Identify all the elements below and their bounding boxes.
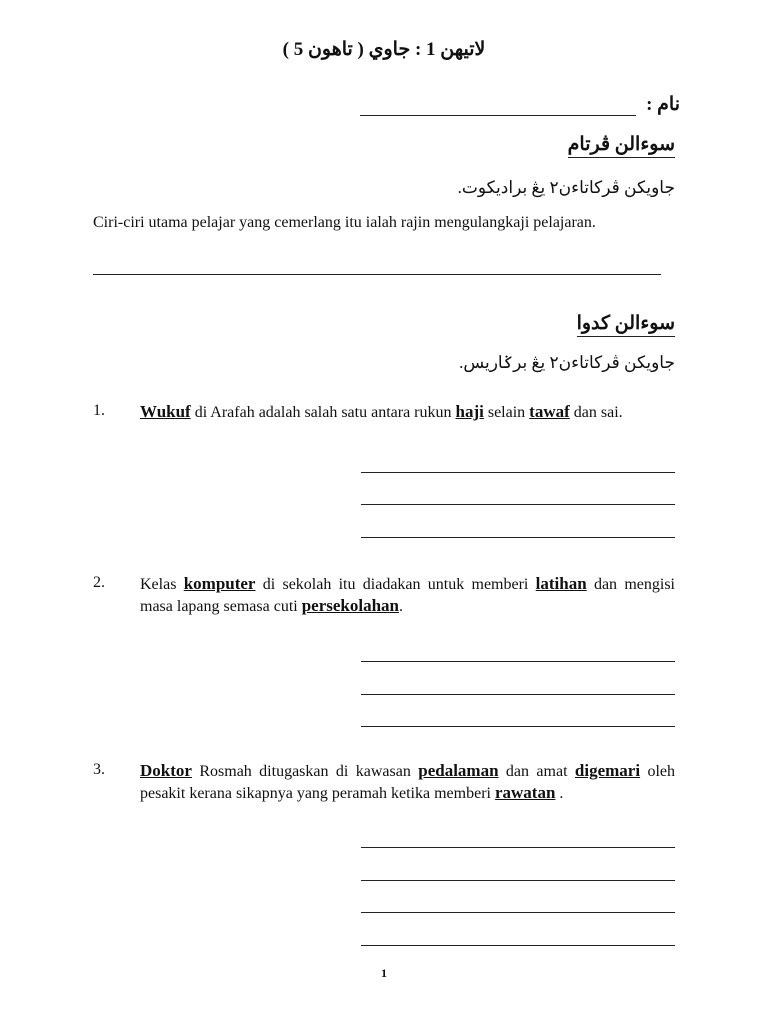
- question-2-keyword: persekolahan: [301, 596, 400, 615]
- question-1-answer-line-2[interactable]: [361, 488, 675, 505]
- question-1-answer-line-3[interactable]: [361, 521, 675, 538]
- question-2-keyword: latihan: [535, 574, 587, 593]
- question-3-keyword: digemari: [574, 761, 641, 780]
- name-label: نام :: [646, 94, 680, 115]
- name-input-line[interactable]: [360, 97, 636, 116]
- question-2-answer-line-1[interactable]: [361, 645, 675, 662]
- question-2-keyword: komputer: [183, 574, 256, 593]
- question-2-number: 2.: [93, 574, 105, 591]
- question-1-keyword: Wukuf: [140, 402, 191, 421]
- question-3-answer-line-2[interactable]: [361, 864, 675, 881]
- question-3-number: 3.: [93, 761, 105, 778]
- question-2-answer-line-3[interactable]: [361, 710, 675, 727]
- question-3-text: Doktor Rosmah ditugaskan di kawasan pedalaman dan amat digemari oleh pesakit kerana sikapnya yang peramah ketika memberi rawatan .: [140, 761, 676, 802]
- question-3-answer-line-3[interactable]: [361, 896, 675, 913]
- worksheet-title: لاتيهن 1 : جاوي ( تاهون 5 ): [282, 39, 486, 60]
- question-1-answer-line-1[interactable]: [361, 456, 675, 473]
- question-1-keyword: haji: [455, 402, 484, 421]
- question-3-keyword: Doktor: [140, 761, 192, 780]
- question-3-answer-line-1[interactable]: [361, 831, 675, 848]
- question-2-text: Kelas komputer di sekolah itu diadakan untuk memberi latihan dan mengisi masa lapang semasa cuti persekolahan.: [140, 574, 675, 615]
- question-3-answer-line-4[interactable]: [361, 929, 675, 946]
- question-3-keyword: pedalaman: [418, 761, 499, 780]
- question-1-number: 1.: [93, 402, 105, 419]
- page-number: 1: [381, 966, 387, 980]
- section1-heading: سوءالن ڤرتام: [568, 133, 675, 158]
- section1-answer-line[interactable]: [93, 258, 661, 275]
- section2-heading: سوءالن کدوا: [577, 312, 675, 337]
- section1-sentence: Ciri-ciri utama pelajar yang cemerlang itu ialah rajin mengulangkaji pelajaran.: [93, 214, 596, 231]
- section2-instruction: جاويکن ڤرکاتاءن٢ يڠ برݢاريس.: [459, 353, 675, 372]
- question-1-keyword: tawaf: [529, 402, 570, 421]
- name-field-row: [360, 88, 680, 116]
- question-2-answer-line-2[interactable]: [361, 678, 675, 695]
- question-3-keyword: rawatan: [494, 783, 556, 802]
- section1-instruction: جاويکن ڤرکاتاءن٢ يڠ براديکوت.: [457, 178, 675, 197]
- question-1-text: Wukuf di Arafah adalah salah satu antara rukun haji selain tawaf dan sai.: [140, 402, 623, 421]
